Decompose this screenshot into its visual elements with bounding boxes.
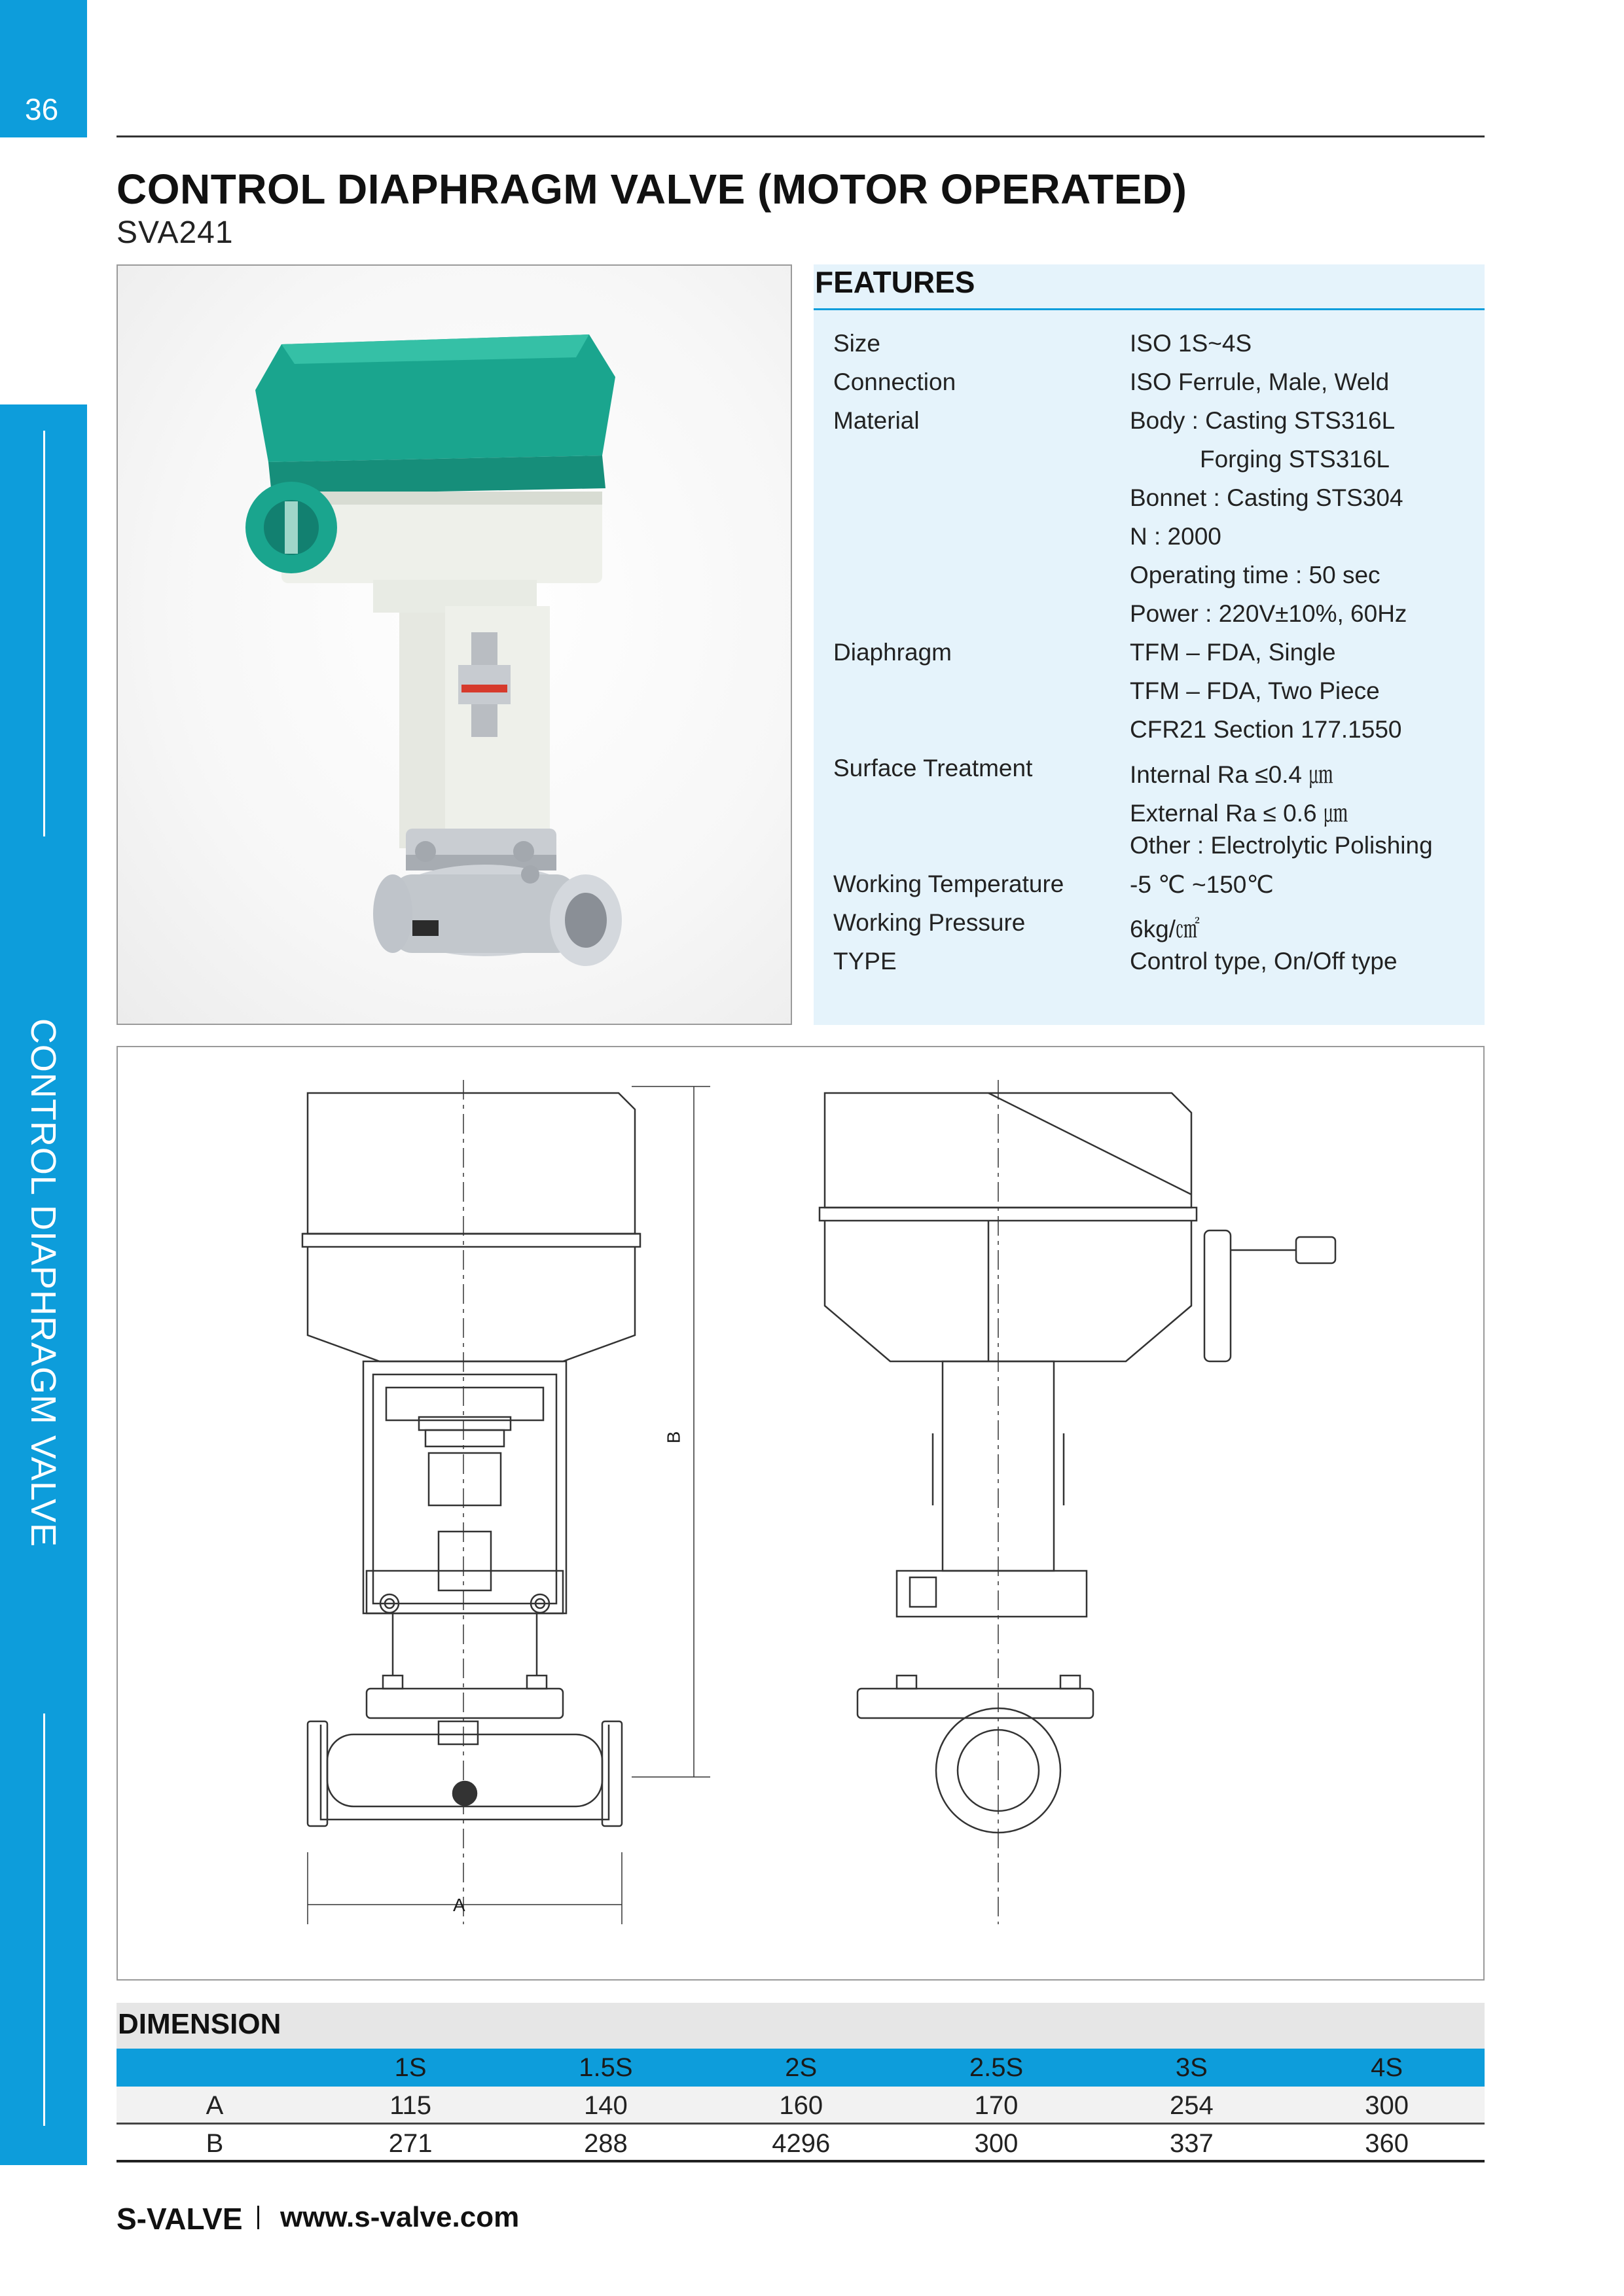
table-cell: 337 (1169, 2129, 1214, 2158)
feature-value: TFM – FDA, Single (1130, 639, 1336, 666)
feature-value: Body : Casting STS316L (1130, 407, 1396, 434)
feature-value: Other : Electrolytic Polishing (1130, 832, 1433, 859)
dimension-table (117, 2049, 1485, 2162)
feature-value: Power : 220V±10%, 60Hz (1130, 600, 1407, 627)
feature-value: External Ra ≤ 0.6 ㎛ (1130, 800, 1348, 827)
page-title: CONTROL DIAPHRAGM VALVE (MOTOR OPERATED) (117, 166, 1187, 213)
website-link[interactable]: www.s-valve.com (280, 2201, 520, 2233)
features-header (814, 264, 1485, 310)
table-cell: 115 (389, 2091, 432, 2120)
table-cell: 300 (1365, 2091, 1409, 2120)
page-number: 36 (25, 92, 59, 126)
table-cell: 160 (779, 2091, 823, 2120)
feature-value: Bonnet : Casting STS304 (1130, 484, 1403, 511)
feature-label: Surface Treatment (833, 755, 1033, 781)
table-header-cell: 3S (1175, 2053, 1208, 2082)
table-header-cell: 1.5S (579, 2053, 633, 2082)
feature-value: Internal Ra ≤0.4 ㎛ (1130, 761, 1333, 788)
features-title: FEATURES (815, 265, 975, 299)
brand-name: S-VALVE (117, 2202, 243, 2236)
table-cell: 140 (584, 2091, 628, 2120)
side-tab-divider-bottom (43, 1713, 45, 2126)
side-tab-divider-top (43, 431, 45, 836)
table-header-row (117, 2049, 1485, 2087)
table-row (117, 2087, 1485, 2125)
table-header-cell: 2S (785, 2053, 818, 2082)
table-cell: 4296 (772, 2129, 831, 2158)
table-cell: 271 (388, 2129, 433, 2158)
dimension-a-label: A (453, 1895, 465, 1915)
dimension-header (117, 2003, 1485, 2049)
valve-drawing (118, 1047, 1486, 1982)
feature-label: Material (833, 407, 920, 434)
section-side-label: CONTROL DIAPHRAGM VALVE (24, 1018, 63, 1548)
feature-label: Diaphragm (833, 639, 952, 666)
dimension-title: DIMENSION (118, 2008, 281, 2040)
product-photo (117, 264, 792, 1025)
table-cell: A (206, 2091, 224, 2120)
table-header-cell: 1S (394, 2053, 427, 2082)
feature-value: -5 ℃ ~150℃ (1130, 871, 1274, 898)
feature-label: Connection (833, 368, 956, 395)
valve-illustration (118, 266, 792, 1025)
footer-separator (257, 2206, 259, 2229)
feature-value: Operating time : 50 sec (1130, 562, 1380, 588)
feature-value: CFR21 Section 177.1550 (1130, 716, 1402, 743)
table-cell: B (206, 2129, 224, 2158)
feature-value: TFM – FDA, Two Piece (1130, 677, 1380, 704)
technical-drawing (117, 1046, 1485, 1981)
dimension-b-label: B (663, 1431, 684, 1444)
table-row (117, 2125, 1485, 2162)
feature-label: TYPE (833, 948, 897, 975)
table-header-cell (117, 2049, 313, 2087)
table-cell: 360 (1365, 2129, 1409, 2158)
feature-value: ISO Ferrule, Male, Weld (1130, 368, 1390, 395)
feature-value: Forging STS316L (1200, 446, 1390, 473)
table-cell: 288 (584, 2129, 628, 2158)
feature-label: Working Temperature (833, 870, 1064, 897)
header-rule (117, 135, 1485, 137)
model-number: SVA241 (117, 215, 234, 250)
table-header-cell: 2.5S (969, 2053, 1024, 2082)
table-cell: 170 (974, 2091, 1019, 2120)
feature-value: ISO 1S~4S (1130, 330, 1252, 357)
feature-value: N : 2000 (1130, 523, 1221, 550)
feature-label: Working Pressure (833, 909, 1026, 936)
features-panel (814, 264, 1485, 1025)
table-cell: 254 (1169, 2091, 1214, 2120)
table-cell: 300 (974, 2129, 1019, 2158)
feature-value: 6kg/㎠ (1130, 916, 1200, 942)
feature-label: Size (833, 330, 880, 357)
feature-value: Control type, On/Off type (1130, 948, 1398, 975)
table-header-cell: 4S (1371, 2053, 1403, 2082)
